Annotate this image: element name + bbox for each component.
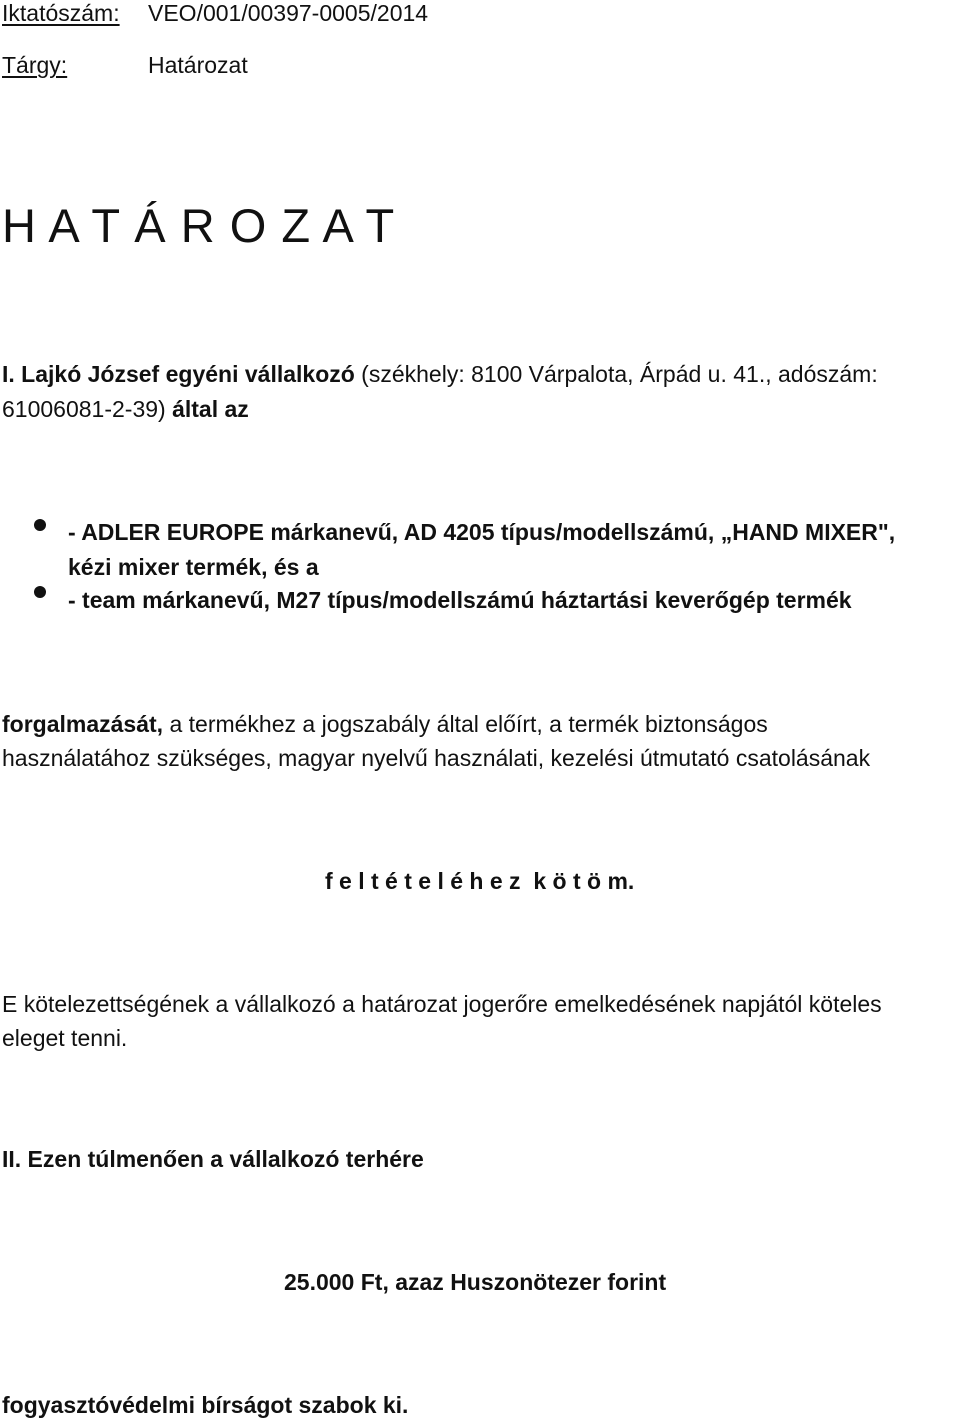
targy-value: Határozat	[148, 52, 248, 78]
document-title: H A T Á R O Z A T	[2, 199, 396, 252]
fine-amount: 25.000 Ft, azaz Huszonötezer forint	[284, 1269, 667, 1295]
bullet-2: - team márkanevű, M27 típus/modellszámú háztartási keverőgép termék	[68, 587, 852, 613]
iktatoszam-value: VEO/001/00397-0005/2014	[148, 0, 429, 26]
section2-heading: II. Ezen túlmenően a vállalkozó terhére	[2, 1146, 424, 1172]
bullet-1-product-name: „HAND MIXER",	[720, 519, 896, 545]
paragraph2-line2: eleget tenni.	[2, 1025, 128, 1051]
bullet-1-line2: kézi mixer termék, és a	[68, 554, 319, 580]
targy-label: Tárgy:	[2, 52, 68, 78]
section1-line2	[2, 396, 249, 423]
paragraph1-line1	[2, 711, 768, 738]
party-address: (székhely: 8100 Várpalota, Árpád u. 41., adószám:	[354, 361, 878, 387]
bullet-dot	[34, 586, 46, 598]
paragraph1-line2: használatához szükséges, magyar nyelvű használati, kezelési útmutató csatolásának	[2, 745, 871, 771]
tax-number: 61006081-2-39)	[2, 396, 173, 422]
party-name: I. Lajkó József egyéni vállalkozó	[2, 361, 355, 387]
bullet-1-product: - ADLER EUROPE márkanevű, AD 4205 típus/modellszámú,	[68, 519, 721, 545]
section1-line1	[2, 361, 878, 388]
bullet-dot	[34, 519, 46, 531]
paragraph2-line1: E kötelezettségének a vállalkozó a határozat jogerőre emelkedésének napjától köteles	[2, 991, 882, 1017]
paragraph1-bold: forgalmazását,	[2, 711, 164, 737]
paragraph1-rest: a termékhez a jogszabály által előírt, a termék biztonságos	[163, 711, 768, 737]
closing-statement: fogyasztóvédelmi bírságot szabok ki.	[2, 1392, 409, 1418]
bullet-1-line1	[68, 519, 895, 546]
condition-text: f e l t é t e l é h e z k ö t ö m.	[325, 868, 635, 894]
iktatoszam-label: Iktatószám:	[2, 0, 120, 26]
by-the: által az	[172, 396, 249, 422]
